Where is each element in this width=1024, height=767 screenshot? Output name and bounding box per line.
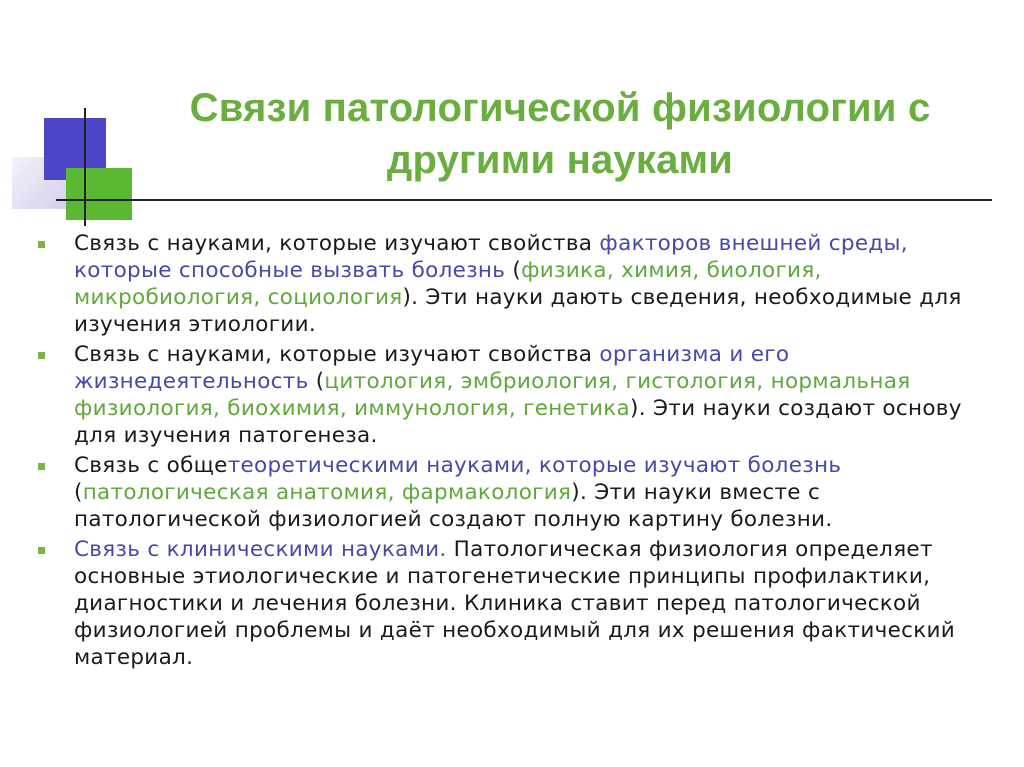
highlight-term: факторов внешней среды, которые способные вызвать болезнь xyxy=(74,231,908,283)
text-segment: Связь с науками, которые изучают свойства xyxy=(74,231,600,256)
bullet-text xyxy=(74,453,841,532)
text-segment: ( xyxy=(74,480,83,505)
list-item xyxy=(36,536,1000,671)
title-underline xyxy=(56,199,992,201)
highlight-list: цитология, эмбриология, гистология, нормальная физиология, биохимия, иммунология, генетика xyxy=(74,369,911,421)
list-item xyxy=(36,341,1000,449)
text-segment: ). Эти науки создают основу для изучения патогенеза. xyxy=(74,396,962,448)
bullet-text xyxy=(74,342,962,448)
bullet-text xyxy=(74,537,955,670)
bullet-text xyxy=(74,231,962,337)
bullet-list xyxy=(36,230,1000,674)
text-segment: Связь с обще xyxy=(74,453,228,478)
highlight-term: Связь с клиническими науками. xyxy=(74,537,447,562)
text-segment: ( xyxy=(505,258,522,283)
text-segment: Связь с науками, которые изучают свойства xyxy=(74,342,600,367)
list-item xyxy=(36,452,1000,533)
decor-vertical-line xyxy=(84,108,86,226)
slide-title xyxy=(120,82,1000,186)
text-segment: ). Эти науки дають сведения, необходимые для изучения этиологии. xyxy=(74,285,962,337)
highlight-term: теоретическими науками, которые изучают болезнь xyxy=(227,453,842,478)
bullet-square-icon xyxy=(38,547,45,554)
bullet-square-icon xyxy=(38,463,45,470)
text-segment: ( xyxy=(308,369,325,394)
highlight-list: физика, химия, биология, микробиология, социология xyxy=(74,258,822,310)
highlight-list: патологическая анатомия, фармакология xyxy=(82,480,572,505)
slide-title-line1: Связи патологической физиологии с xyxy=(189,86,931,130)
text-segment: Патологическая физиология определяет основные этиологические и патогенетические принципы профилактики, диагностики и лечения болезни. Клиника ставит перед патологической физиологией проблемы и даёт необходимый для их решения фактический материал. xyxy=(74,537,956,670)
bullet-square-icon xyxy=(38,352,45,359)
slide-title-line2: другими науками xyxy=(386,138,734,182)
highlight-term: организма и его жизнедеятельность xyxy=(74,342,790,394)
text-segment: ). Эти науки вместе с патологической физиологией создают полную картину болезни. xyxy=(74,480,833,532)
list-item xyxy=(36,230,1000,338)
bullet-square-icon xyxy=(38,241,45,248)
